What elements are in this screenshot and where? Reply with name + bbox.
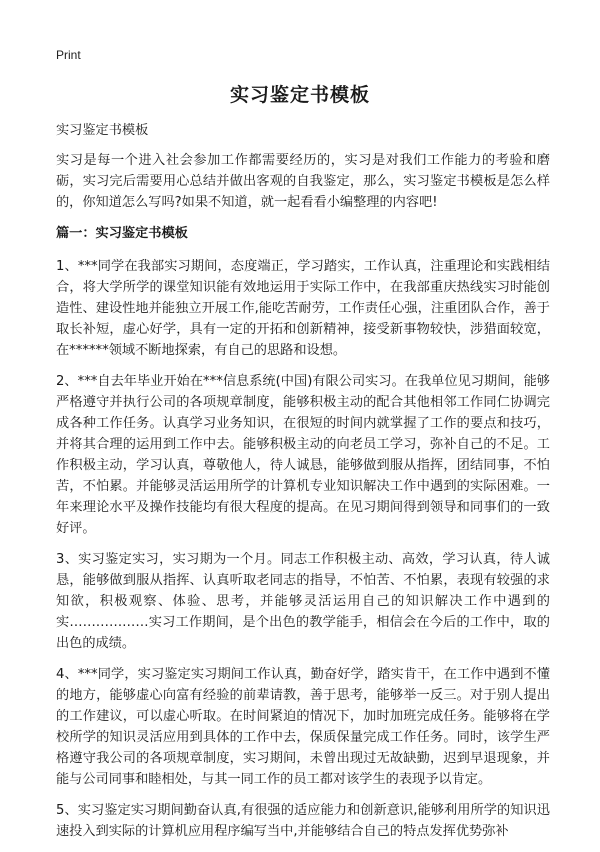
document-body [56,120,550,852]
print-link[interactable]: Print [56,48,81,62]
paragraph-5: 5、实习鉴定实习期间勤奋认真,有很强的适应能力和创新意识,能够利用所学的知识迅速投入到实际的计算机应用程序编写当中,并能够结合自己的特点发挥优势弥补 [56,803,550,839]
paragraph-1: 1、***同学在我部实习期间，态度端正，学习踏实，工作认真，注重理论和实践相结合，将大学所学的课堂知识能有效地运用于实际工作中，在我部重庆热线实习时能创造性、建设性地并能独立开展工作,能吃苦耐劳，工作责任心强，注重团队合作，善于取长补短，虚心好学，具有一定的开拓和创新精神，接受新事物较快，涉猎面较宽，在******领域不断地探索，有自己的思路和设想。 [56,259,550,358]
document-title: 实习鉴定书模板 [229,84,370,106]
paragraph-2: 2、***自去年毕业开始在***信息系统(中国)有限公司实习。在我单位见习期间，能够严格遵守并执行公司的各项规章制度，能够积极主动的配合其他相邻工作同仁协调完成各种工作任务。认真学习业务知识，在很短的时间内就掌握了工作的要点和技巧，并将其合理的运用到工作中去。能够积极主动的向老员工学习，弥补自己的不足。工作积极主动，学习认真，尊敬他人，待人诚恳，能够做到服从指挥，团结同事，不怕苦，不怕累。并能够灵活运用所学的计算机专业知识解决工作中遇到的实际困难。一年来理论水平及操作技能均有很大程度的提高。在见习期间得到领导和同事们的一致好评。 [56,374,550,536]
paragraph-4: 4、***同学，实习鉴定实习期间工作认真，勤奋好学，踏实肯干，在工作中遇到不懂的地方，能够虚心向富有经验的前辈请教，善于思考，能够举一反三。对于别人提出的工作建议，可以虚心听取。在时间紧迫的情况下，加时加班完成任务。能够将在学校所学的知识灵活应用到具体的工作中去，保质保量完成工作任务。同时，该学生严格遵守我公司的各项规章制度，实习期间，未曾出现过无故缺勤，迟到早退现象，并能与公司同事和睦相处，与其一同工作的员工都对该学生的表现予以肯定。 [56,667,550,787]
intro-paragraph: 实习是每一个进入社会参加工作都需要经历的，实习是对我们工作能力的考验和磨砺，实习完后需要用心总结并做出客观的自我鉴定，那么，实习鉴定书模板是怎么样的，你知道怎么写吗?如果不知道，就一起看看小编整理的内容吧! [56,153,550,210]
document-subtitle: 实习鉴定书模板 [56,123,149,138]
section-heading: 篇一：实习鉴定书模板 [56,226,188,241]
paragraph-3: 3、实习鉴定实习，实习期为一个月。同志工作积极主动、高效，学习认真，待人诚恳，能够做到服从指挥、认真听取老同志的指导，不怕苦、不怕累，表现有较强的求知欲，积极观察、体验、思考，并能够灵活运用自己的知识解决工作中遇到的实………………实习工作期间，是个出色的教学能手，相信会在今后的工作中，取的出色的成绩。 [56,552,550,651]
